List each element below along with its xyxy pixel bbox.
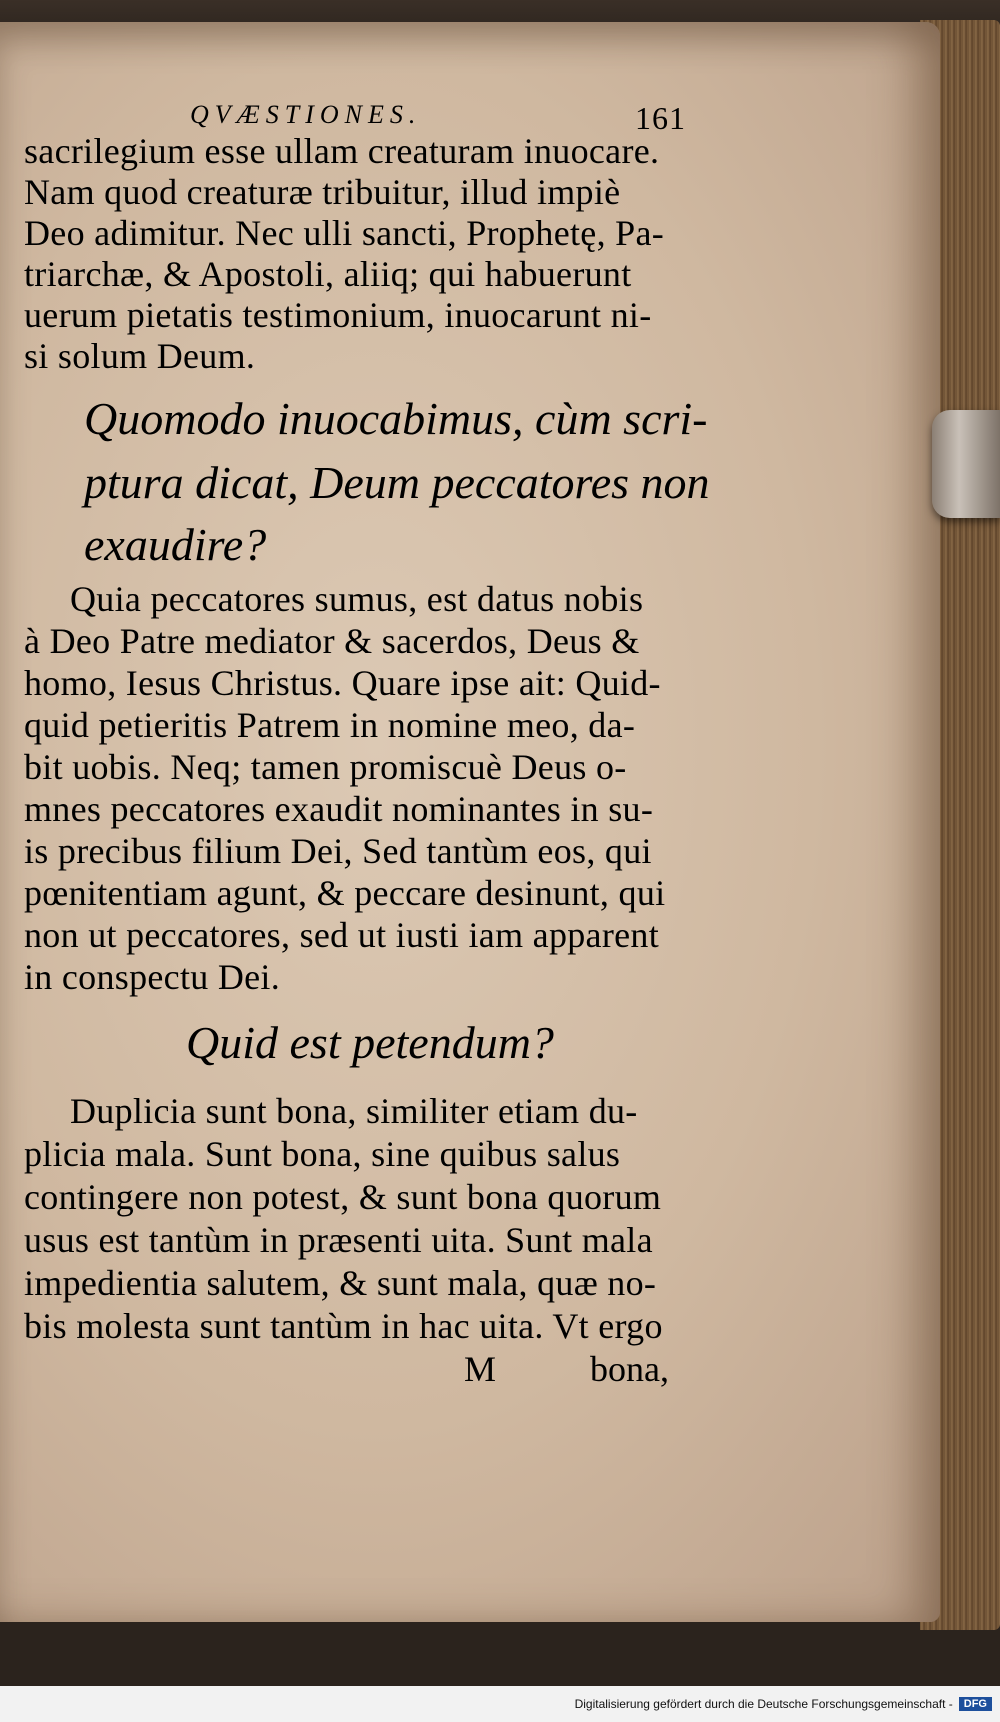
- text-line: uerum pietatis testimonium, inuocarunt ni-: [24, 295, 652, 335]
- question-heading: Quomodo inuocabimus, cùm scri-: [84, 393, 708, 444]
- text-line: Nam quod creaturæ tribuitur, illud impiè: [24, 172, 621, 212]
- signature-mark: M: [464, 1349, 497, 1389]
- text-line: bis molesta sunt tantùm in hac uita. Vt ergo: [24, 1306, 663, 1346]
- funding-credit: Digitalisierung gefördert durch die Deutsche Forschungsgemeinschaft -: [574, 1697, 953, 1711]
- text-line: triarchæ, & Apostoli, aliiq; qui habuerunt: [24, 254, 632, 294]
- page-number: 161: [635, 100, 686, 136]
- text-line: bit uobis. Neq; tamen promiscuè Deus o-: [24, 747, 627, 787]
- text-line: is precibus filium Dei, Sed tantùm eos, qui: [24, 831, 652, 871]
- book-clasp: [932, 410, 1000, 518]
- text-line: pœnitentiam agunt, & peccare desinunt, qui: [24, 873, 666, 913]
- text-line: mnes peccatores exaudit nominantes in su-: [24, 789, 654, 829]
- text-line: Quia peccatores sumus, est datus nobis: [70, 579, 644, 619]
- text-line: usus est tantùm in præsenti uita. Sunt mala: [24, 1220, 653, 1260]
- question-heading: Quid est petendum?: [186, 1017, 554, 1068]
- digitization-footer: [0, 1686, 1000, 1722]
- text-line: sacrilegium esse ullam creaturam inuocare.: [24, 131, 660, 171]
- text-line: à Deo Patre mediator & sacerdos, Deus &: [24, 621, 640, 661]
- text-line: Deo adimitur. Nec ulli sancti, Prophetę, Pa-: [24, 213, 665, 253]
- dfg-logo: DFG: [959, 1697, 992, 1711]
- text-line: contingere non potest, & sunt bona quorum: [24, 1177, 662, 1217]
- text-line: plicia mala. Sunt bona, sine quibus salus: [24, 1134, 621, 1174]
- text-line: quid petieritis Patrem in nomine meo, da-: [24, 705, 636, 745]
- text-line: homo, Iesus Christus. Quare ipse ait: Quid-: [24, 663, 661, 703]
- text-line: in conspectu Dei.: [24, 957, 281, 997]
- text-line: non ut peccatores, sed ut iusti iam apparent: [24, 915, 660, 955]
- text-line: si solum Deum.: [24, 336, 256, 376]
- question-heading: exaudire?: [84, 519, 267, 570]
- catchword: bona,: [590, 1349, 669, 1389]
- text-line: impedientia salutem, & sunt mala, quæ no-: [24, 1263, 657, 1303]
- running-head: [190, 100, 710, 136]
- text-line: Duplicia sunt bona, similiter etiam du-: [70, 1091, 638, 1131]
- question-heading: ptura dicat, Deum peccatores non: [84, 457, 710, 508]
- running-head-title: QVÆSTIONES.: [190, 100, 422, 129]
